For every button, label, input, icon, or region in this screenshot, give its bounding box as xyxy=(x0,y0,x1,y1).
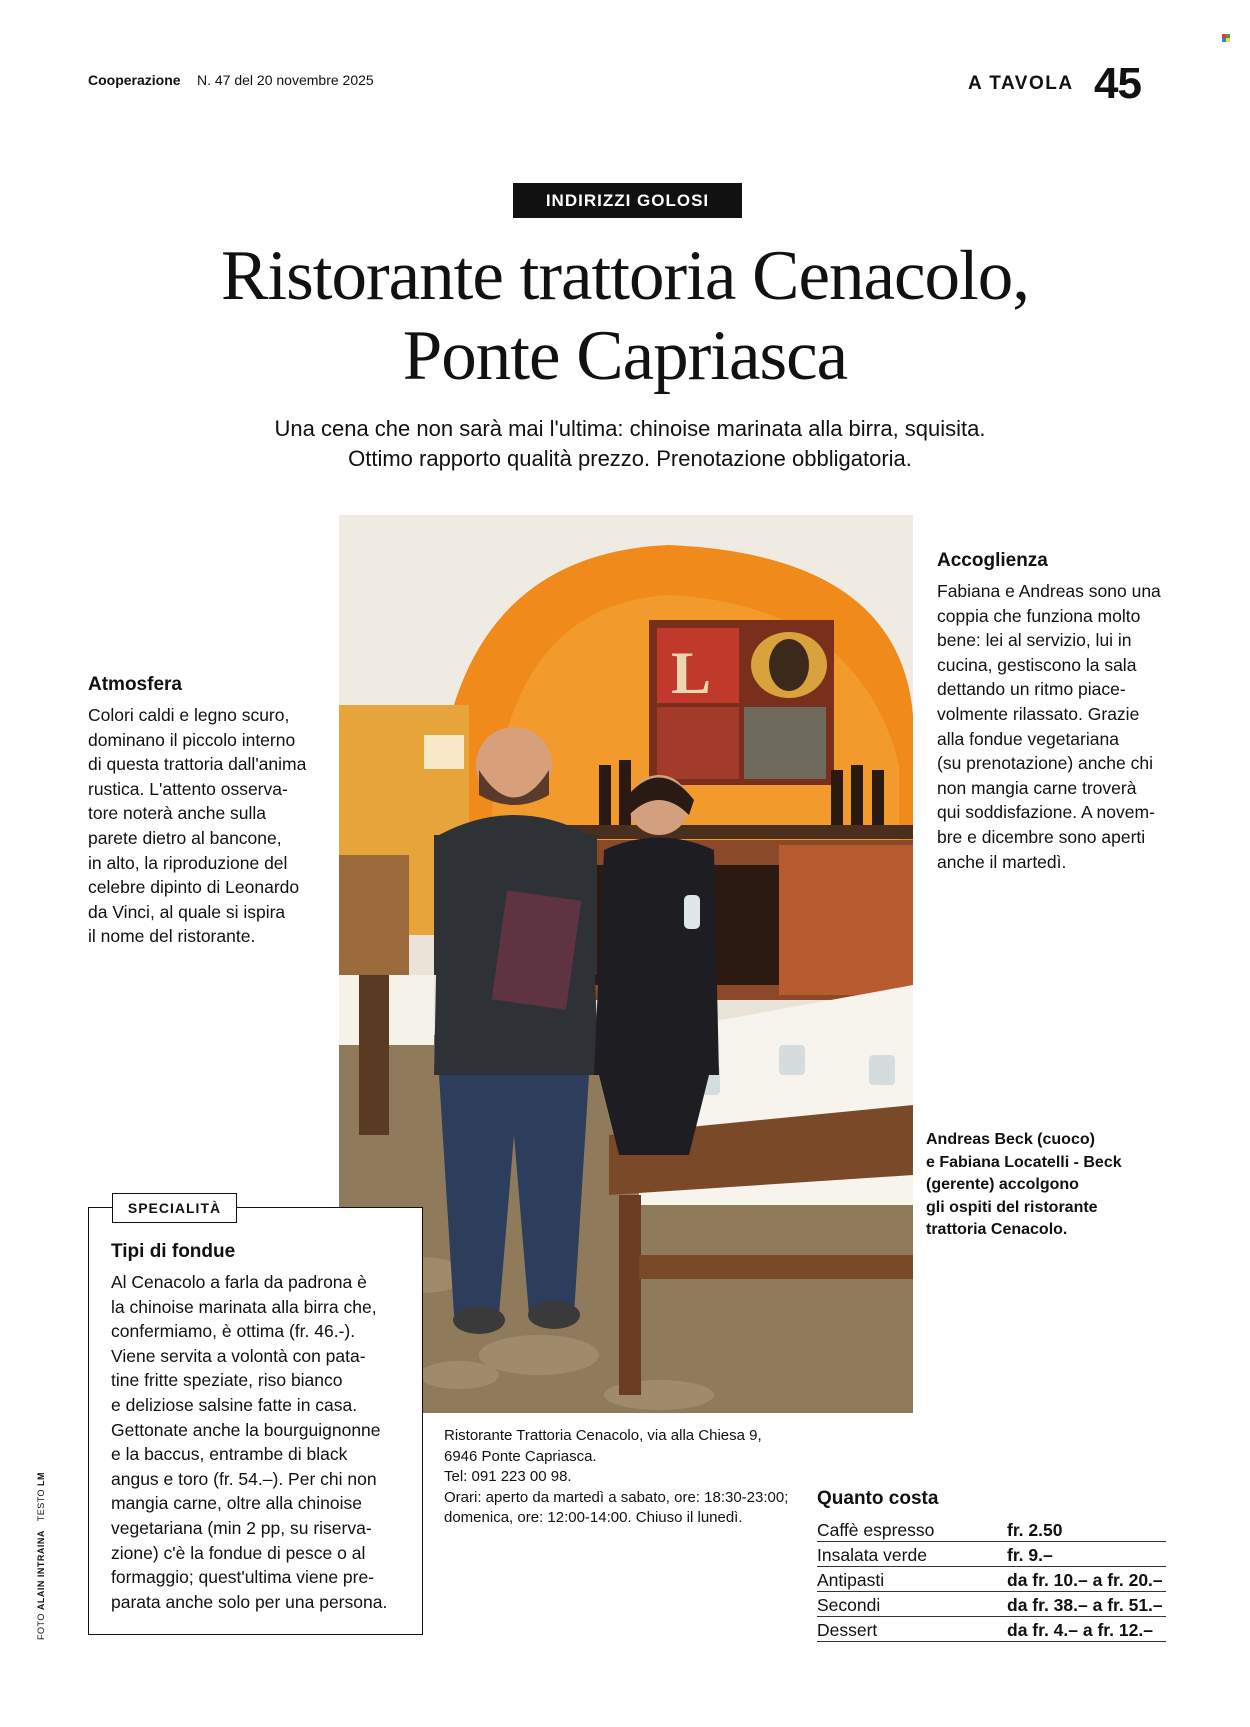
price-table xyxy=(817,1517,1166,1642)
atmosfera-heading: Atmosfera xyxy=(88,674,182,695)
credit-testo-label: TESTO xyxy=(36,1488,46,1522)
price-value: fr. 9.– xyxy=(1007,1545,1053,1565)
text-line: Ristorante Trattoria Cenacolo, via alla Chiesa 9, xyxy=(444,1427,762,1444)
price-heading: Quanto costa xyxy=(817,1488,939,1509)
text-line: e la baccus, entrambe di black xyxy=(111,1444,348,1465)
restaurant-photo-illustration xyxy=(339,515,913,1413)
text-line: Andreas Beck (cuoco) xyxy=(926,1131,1095,1148)
price-row xyxy=(817,1567,1166,1592)
price-value: fr. 2.50 xyxy=(1007,1520,1063,1540)
price-row xyxy=(817,1517,1166,1542)
photo-text-credits xyxy=(36,1472,46,1640)
text-line: la chinoise marinata alla birra che, xyxy=(111,1296,377,1317)
text-line: qui soddisfazione. A novem- xyxy=(937,802,1155,823)
title-line: Ristorante trattoria Cenacolo, xyxy=(221,237,1029,315)
section-label: A TAVOLA xyxy=(968,73,1074,94)
text-line: Gettonate anche la bourguignonne xyxy=(111,1419,381,1440)
text-line: gli ospiti del ristorante xyxy=(926,1198,1098,1216)
credit-foto-label: FOTO xyxy=(36,1613,46,1640)
issue-date: N. 47 del 20 novembre 2025 xyxy=(197,72,374,88)
restaurant-photo xyxy=(339,515,913,1413)
atmosfera-text xyxy=(88,703,306,949)
text-line: alla fondue vegetariana xyxy=(937,728,1119,749)
text-line: e Fabiana Locatelli - Beck xyxy=(926,1153,1122,1171)
text-line: Al Cenacolo a farla da padrona è xyxy=(111,1272,367,1292)
photo-caption xyxy=(926,1129,1122,1242)
subtitle-line: Ottimo rapporto qualità prezzo. Prenotazione obbligatoria. xyxy=(348,446,912,471)
text-line: il nome del ristorante. xyxy=(88,926,256,947)
page-number: 45 xyxy=(1094,59,1141,108)
text-line: Colori caldi e legno scuro, xyxy=(88,705,290,725)
text-line: non mangia carne troverà xyxy=(937,777,1137,798)
title-line: Ponte Capriasca xyxy=(402,317,848,395)
text-line: mangia carne, oltre alla chinoise xyxy=(111,1493,362,1514)
text-line: formaggio; quest'ultima viene pre- xyxy=(111,1567,375,1588)
text-line: rustica. L'attento osserva- xyxy=(88,778,288,799)
text-line: dettando un ritmo piace- xyxy=(937,679,1126,700)
price-value: da fr. 4.– a fr. 12.– xyxy=(1007,1620,1153,1640)
text-line: Fabiana e Andreas sono una xyxy=(937,581,1161,601)
specialita-heading: Tipi di fondue xyxy=(111,1241,236,1262)
price-item: Dessert xyxy=(817,1620,878,1640)
specialita-text xyxy=(111,1270,387,1614)
text-line: in alto, la riproduzione del xyxy=(88,852,288,873)
text-line: parete dietro al bancone, xyxy=(88,827,282,848)
text-line: coppia che funziona molto xyxy=(937,605,1141,626)
accoglienza-text xyxy=(937,579,1161,874)
credit-testo-name: LM xyxy=(36,1471,46,1486)
article-title xyxy=(40,236,1210,396)
price-value: da fr. 38.– a fr. 51.– xyxy=(1007,1595,1163,1615)
text-line: Orari: aperto da martedì a sabato, ore: 18:30-23:00; xyxy=(444,1488,789,1506)
publication-name: Cooperazione xyxy=(88,72,181,88)
accoglienza-heading: Accoglienza xyxy=(937,550,1048,571)
text-line: angus e toro (fr. 54.–). Per chi non xyxy=(111,1468,377,1489)
price-item: Secondi xyxy=(817,1595,881,1615)
text-line: (su prenotazione) anche chi xyxy=(937,753,1153,774)
text-line: bene: lei al servizio, lui in xyxy=(937,630,1132,651)
article-subtitle xyxy=(130,414,1130,474)
specialita-tag: SPECIALITÀ xyxy=(112,1193,237,1223)
text-line: parata anche solo per una persona. xyxy=(111,1591,388,1612)
price-value: da fr. 10.– a fr. 20.– xyxy=(1007,1570,1163,1590)
text-line: (gerente) accolgono xyxy=(926,1176,1079,1193)
text-line: bre e dicembre sono aperti xyxy=(937,826,1146,847)
subtitle-line: Una cena che non sarà mai l'ultima: chinoise marinata alla birra, squisita. xyxy=(274,416,986,441)
credit-foto-name: ALAIN INTRAINA xyxy=(36,1530,46,1611)
category-tag: INDIRIZZI GOLOSI xyxy=(513,183,742,218)
text-line: vegetariana (min 2 pp, su riserva- xyxy=(111,1517,372,1538)
text-line: di questa trattoria dall'anima xyxy=(88,754,307,775)
text-line: zione) c'è la fondue di pesce o al xyxy=(111,1542,366,1563)
text-line: Viene servita a volontà con pata- xyxy=(111,1345,366,1366)
text-line: domenica, ore: 12:00-14:00. Chiuso il lunedì. xyxy=(444,1509,743,1526)
text-line: da Vinci, al quale si ispira xyxy=(88,901,286,922)
price-row xyxy=(817,1542,1166,1567)
text-line: Tel: 091 223 00 98. xyxy=(444,1468,572,1485)
text-line: 6946 Ponte Capriasca. xyxy=(444,1447,597,1465)
price-item: Antipasti xyxy=(817,1570,885,1590)
text-line: e deliziose salsine fatte in casa. xyxy=(111,1394,358,1415)
price-row xyxy=(817,1592,1166,1617)
text-line: dominano il piccolo interno xyxy=(88,729,296,750)
text-line: anche il martedì. xyxy=(937,851,1067,872)
svg-text:L: L xyxy=(671,640,712,706)
text-line: trattoria Cenacolo. xyxy=(926,1221,1068,1238)
color-registration-mark xyxy=(1222,34,1230,42)
text-line: confermiamo, è ottima (fr. 46.-). xyxy=(111,1321,356,1342)
price-row xyxy=(817,1617,1166,1642)
text-line: cucina, gestiscono la sala xyxy=(937,654,1137,675)
text-line: tore noterà anche sulla xyxy=(88,803,267,824)
text-line: celebre dipinto di Leonardo xyxy=(88,877,300,898)
price-item: Caffè espresso xyxy=(817,1520,935,1540)
restaurant-info xyxy=(444,1426,788,1529)
text-line: tine fritte speziate, riso bianco xyxy=(111,1370,343,1391)
price-item: Insalata verde xyxy=(817,1545,927,1565)
text-line: volmente rilassato. Grazie xyxy=(937,703,1140,724)
love-painting xyxy=(649,620,834,785)
